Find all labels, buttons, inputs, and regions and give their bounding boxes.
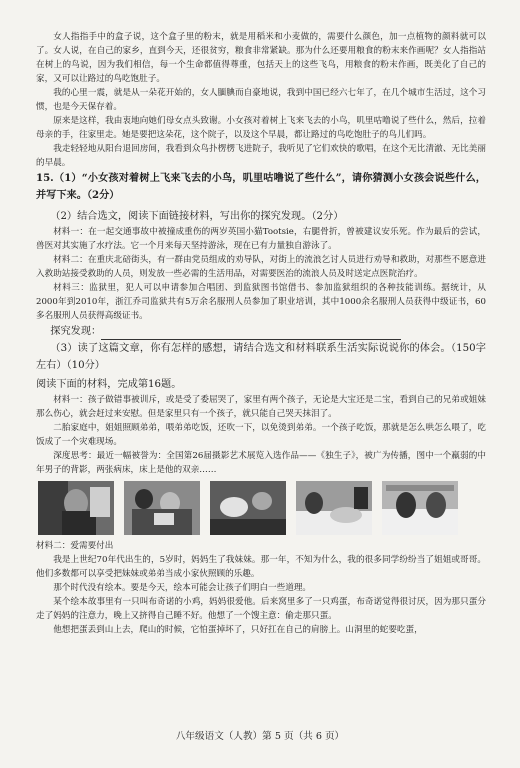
- article-paragraph: 我走轻轻地从阳台退回房间，我看到众鸟扑楞楞飞进院子，我听见了它们欢快的歌唱，在这个无比清澈、无比美丽的早晨。: [36, 144, 486, 168]
- photo-5: [382, 481, 458, 535]
- photo-1: [38, 481, 114, 535]
- article-paragraph: 女人指指手中的盒子说，这个盒子里的粉末，就是用稻米和小麦做的，需要什么颜色，加一点植物的颜料就可以了。女人说，在自己的家乡，直到今天，还很贫穷，粮食非常紧缺。那为什么还要用粮食的粉末来作画呢？女人指指站在树上的鸟说，因为我们相信，每一个生命都值得尊重，包括天上的这些飞鸟，用粮食的粉末作画，既美化了自己的家，又可以让路过的鸟吃饱肚子。: [36, 32, 486, 84]
- materials-a: [36, 225, 486, 323]
- question-15-2: （2）结合选文，阅读下面链接材料，写出你的探究发现。（2分）: [50, 211, 344, 222]
- article-tail: [36, 30, 486, 170]
- question-15-1: 15.（1）“小女孩对着树上飞来飞去的小鸟，叽里咕噜说了些什么”，请你猜测小女孩会说些什么，并写下来。（2分）: [36, 172, 486, 201]
- material-paragraph: 材料一：在一起交通事故中被撞成重伤的两岁英国小猫Tootsie，右腿骨折，曾被建议安乐死。作为最后的尝试，兽医对其实施了水疗法。它一个月来每天坚持游泳，现在已有力量独自游泳了。: [36, 227, 486, 251]
- explore-label: 探究发现：: [50, 326, 102, 337]
- material-paragraph: 材料一：孩子做错事被训斥，或是受了委屈哭了，家里有两个孩子，无论是大宝还是二宝，看到自己的兄弟或姐妹那么伤心，就会赶过来安慰。但是家里只有一个孩子，就只能自己哭天抹泪了。: [36, 395, 486, 419]
- photo-2: [124, 481, 200, 535]
- photo-strip: [38, 481, 486, 535]
- photo-4: [296, 481, 372, 535]
- material-paragraph: 某个绘本故事里有一只叫布奇诺的小鸡，妈妈很爱他。后来窝里多了一只鸡蛋，布奇诺觉得很讨厌，因为那只蛋分走了妈妈的注意力，晚上又挤得自己睡不好。他想了一个馊主意：偷走那只蛋。: [36, 597, 486, 621]
- article-paragraph: 原来是这样，我由衷地向她们母女点头致谢。小女孩对着树上飞来飞去的小鸟，叽里咕噜说了些什么，然后，拉着母亲的手，往家里走。她是要把这朵花，这个院子，以及这个早晨，都让路过的鸟吃饱肚子的鸟儿们吗。: [36, 116, 486, 140]
- materials-c: [36, 553, 486, 637]
- question-15-3: （3）读了这篇文章，你有怎样的感想，请结合选文和材料联系生活实际说说你的体会。（150字左右）（10分）: [36, 343, 486, 371]
- materials-b: [36, 393, 486, 477]
- material-paragraph: 那个时代没有绘本。要是今天，绘本可能会让孩子们明白一些道理。: [53, 583, 312, 593]
- photo-3: [210, 481, 286, 535]
- section-intro: 阅读下面的材料，完成第16题。: [36, 379, 182, 390]
- page-footer: 八年级语文（人教）第 5 页（共 6 页）: [175, 731, 345, 742]
- material-paragraph: 他想把蛋丢到山上去，爬山的时候，它怕蛋掉坏了，只好扛在自己的肩膀上。山洞里的蛇要吃蛋，: [53, 625, 423, 635]
- material-paragraph: 材料二：在重庆北碚街头，有一群由党员组成的劝导队，对街上的流浪乞讨人员进行劝导和救助，对那些不愿意进入救助站接受救助的人员，则发放一些必需的生活用品，对需要医治的流浪人员及时送定点医院治疗。: [36, 255, 486, 279]
- material-paragraph: 材料三：监狱里，犯人可以申请参加合唱团、到监狱图书馆借书、参加监狱组织的各种技能训练。据统计，从2000年到2010年，浙江乔司监狱共有5万余名服刑人员参加了职业培训，其中1000余名服刑人员获得中级证书，60多名服刑人员获得高级证书。: [36, 283, 486, 321]
- answer-blank: [101, 329, 401, 340]
- material-paragraph: 我是上世纪70年代出生的，5岁时，妈妈生了我妹妹。那一年，不知为什么，我的很多同学纷纷当了姐姐或哥哥。他们多数都可以享受把妹妹或弟弟当成小家伙照顾的乐趣。: [36, 555, 486, 579]
- article-paragraph: 我的心里一震，就是从一朵花开始的，女人腼腆而自豪地说，我到中国已经六七年了，在几个城市生活过，这个习惯，也是今天保存着。: [36, 88, 486, 112]
- material-2-title: 材料二：爱需要付出: [36, 541, 114, 551]
- explore-line: [36, 323, 486, 340]
- material-paragraph: 深度思考：最近一幅被誉为：全国第26届摄影艺术展览入选作品——《独生子》，被广为传播，图中一个羸弱的中年男子的背影，两张病床，床上是他的双亲……: [36, 451, 486, 475]
- material-paragraph: 二胎家庭中，姐姐照顾弟弟，喂弟弟吃饭，还吹一下，以免烫到弟弟。一个孩子吃饭，那就是怎么哄怎么喂了，吃饭成了一个灾难现场。: [36, 423, 486, 447]
